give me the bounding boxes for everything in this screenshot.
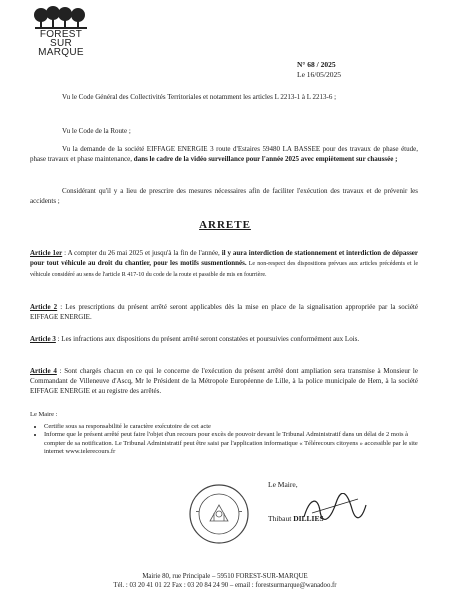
article-1 [30, 248, 418, 280]
logo-line-1: FOREST [39, 29, 83, 40]
article-1-label: Article 1er [30, 249, 63, 257]
decree-number: N° 68 / 2025 [297, 60, 336, 69]
article-1-rest: Le non-respect des dispositions prévues aux articles précédents et le véhicule considéré au sens de l'article R 417-10 du code de la route et passible de mis en fourrière. [30, 261, 418, 278]
decree-reference [297, 60, 341, 80]
article-4 [30, 366, 418, 396]
list-item: • Certifie sous sa responsabilité le caractère exécutoire de cet acte [44, 423, 418, 432]
mayor-certification [30, 411, 418, 457]
seal-stamp-icon [188, 483, 250, 545]
visa-demande-text: Vu la demande de la société EIFFAGE ENERGIE 3 route d'Estaires 59480 LA BASSEE pour des travaux de phase étude, phase travaux et phase maintenance, [30, 145, 418, 163]
arrete-title: ARRETE [199, 219, 251, 231]
mayor-list-heading: Le Maire : [30, 411, 58, 418]
article-4-label: Article 4 [30, 367, 57, 375]
signature-last-name: DILLIES [293, 514, 324, 523]
logo-line-3: MARQUE [38, 47, 84, 58]
article-3 [30, 334, 418, 344]
article-2-label: Article 2 [30, 303, 58, 311]
mayor-list [44, 423, 418, 457]
footer-address: Mairie 80, rue Principale – 59510 FOREST-SUR-MARQUE [142, 573, 308, 580]
trees-icon [31, 6, 91, 30]
handwritten-signature [300, 493, 370, 523]
page-footer [0, 572, 450, 590]
article-1-bold: il y aura interdiction de stationnement et interdiction de dépasser pour tout véhicule au droit du chantier, pour les motifs susmentionnés. [30, 249, 419, 267]
article-3-text: : Les infractions aux dispositions du présent arrêté seront constatées et poursuivies conformément aux Lois. [55, 335, 360, 343]
decree-date: Le 16/05/2025 [297, 70, 341, 79]
considerant: Considérant qu'il y a lieu de prescrire des mesures nécessaires afin de faciliter l'exécution des travaux et de prévenir les accidents ; [30, 187, 418, 205]
signature-title: Le Maire, [268, 480, 298, 489]
footer-contact: Tél. : 03 20 41 01 22 Fax : 03 20 84 24 90 – email : forestsurmarque@wanadoo.fr [113, 582, 337, 589]
visa-demande-bold: dans le cadre de la vidéo surveillance pour l'année 2025 avec empiètement sur chaussée ; [133, 155, 398, 163]
article-2-text: : Les prescriptions du présent arrêté seront applicables dès la mise en place de la signalisation appropriée par la société EIFFAGE ENERGIE. [30, 303, 418, 321]
article-2 [30, 302, 418, 322]
mairie-seal [188, 483, 250, 545]
visa-demande [30, 144, 418, 164]
visa-code-route: Vu le Code de la Route ; [62, 127, 131, 135]
logo-line-2: SUR [49, 38, 72, 49]
article-3-label: Article 3 [30, 335, 56, 343]
list-item: • Informe que le présent arrêté peut faire l'objet d'un recours pour excès de pouvoir devant le Tribunal Administratif dans un délai de 2 mois à compter de sa notification. Le Tribunal Administratif peut être saisi par l'application informatique « Télérecours citoyens » accessible par le site internet www.telerecours.fr [44, 431, 418, 457]
article-1-text: : A compter du 26 mai 2025 et jusqu'à la fin de l'année, [62, 249, 220, 257]
town-logo [20, 6, 102, 64]
article-4-text: : Sont chargés chacun en ce qui le concerne de l'exécution du présent arrêté dont ampliation sera transmise à Monsieur le Commandant de Villeneuve d'Ascq, Mr le Président de la Métropole Européenne de Lille, à la police municipale de Hem, à la société EIFFAGE ENERGIE et au registre des arrêtés. [30, 367, 418, 395]
visa-cgct: Vu le Code Général des Collectivités Territoriales et notamment les articles L 2213-1 à L 2213-6 ; [62, 93, 337, 101]
signature-first-name: Thibaut [268, 514, 294, 523]
